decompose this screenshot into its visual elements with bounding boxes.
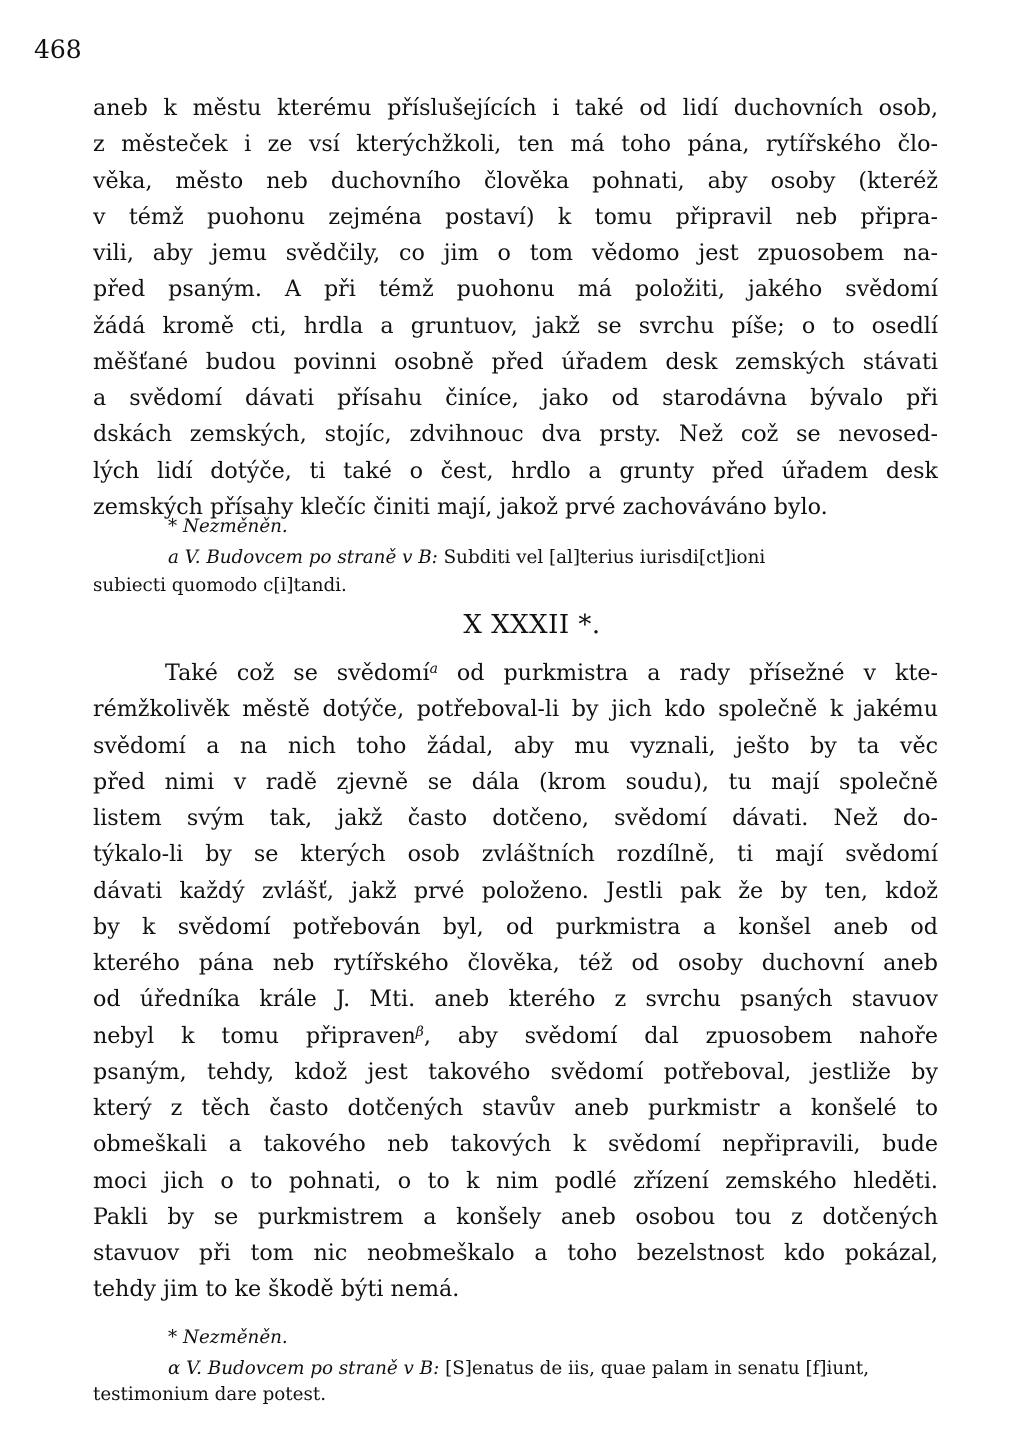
paragraph-2 [93, 655, 938, 1308]
text-line: který z těch často dotčených stavův aneb purkmistr a konšelé to [93, 1095, 938, 1121]
page-number: 468 [34, 35, 82, 64]
paragraph-1 [93, 90, 938, 525]
footnote-alpha-2 [168, 1356, 1013, 1382]
text-line: lých lidí dotýče, ti také o čest, hrdlo a grunty před úřadem desk [93, 457, 938, 484]
text-line: rémžkolivěk městě dotýče, potřeboval-li by jich kdo společně k jakému [93, 696, 938, 723]
text-line: by k svědomí potřebován byl, od purkmistra a konšel aneb od [93, 913, 938, 940]
footnote-a-1-continuation: subiecti quomodo c[i]tandi. [93, 575, 347, 596]
text-line: svědomí a na nich toho žádal, aby mu vyznali, ješto by ta věc [93, 732, 938, 759]
text-line: aneb k městu kterému příslušejících i také od lidí duchovních osob, [93, 95, 938, 121]
footnote-a-1 [168, 545, 1013, 571]
text-line: Také což se svědomí$^a$ od purkmistra a rady přísežné v kte- [165, 660, 938, 686]
text-line: listem svým tak, jakž často dotčeno, svědomí dávati. Než do- [93, 805, 938, 831]
text-line: měšťané budou povinni osobně před úřadem desk zemských stávati [93, 348, 938, 375]
text-line: nebyl k tomu připraven$^\beta$, aby svědomí dal zpuosobem nahoře [93, 1022, 938, 1049]
text-line: před nimi v radě zjevně se dála (krom soudu), tu mají společně [93, 768, 938, 795]
text-line: před psaným. A při témž puohonu má položiti, jakého svědomí [93, 276, 938, 303]
footnote-mark: α [168, 1358, 181, 1379]
footnote-text: Subditi vel [al]terius iurisdi[ct]ioni [443, 547, 766, 568]
text-line: věka, město neb duchovního člověka pohnati, aby osoby (kteréž [93, 167, 938, 194]
text-line: stavuov při tom nic neobmeškalo a toho bezelstnost kdo pokázal, [93, 1240, 938, 1266]
footnote-source: V. Budovcem po straně v B: [186, 1358, 440, 1379]
text-line: Pakli by se purkmistrem a konšely aneb osobou tou z dotčených [93, 1203, 938, 1230]
footnote-ref-a: a [429, 661, 438, 677]
text-line: kterého pána neb rytířského člověka, též od osoby duchovní aneb [93, 950, 938, 976]
text-line: a svědomí dávati přísahu činíce, jako od starodávna bývalo při [93, 385, 938, 411]
footnote-mark: a [168, 547, 179, 568]
text-line: psaným, tehdy, kdož jest takového svědomí potřeboval, jestliže by [93, 1058, 938, 1085]
section-heading: X XXXII *. [463, 610, 601, 640]
text-line: v témž puohonu zejména postaví) k tomu připravil neb připra- [93, 203, 938, 230]
text-line: dávati každý zvlášť, jakž prvé položeno. Jestli pak že by ten, kdož [93, 877, 938, 904]
footnote-alpha-2-continuation: testimonium dare potest. [93, 1384, 327, 1405]
text-line: dskách zemských, stojíc, zdvihnouc dva prsty. Než což se nevosed- [93, 421, 938, 448]
text-line: žádá kromě cti, hrdla a gruntuov, jakž se svrchu píše; o to osedlí [93, 312, 938, 339]
text-line: vili, aby jemu svědčily, co jim o tom vědomo jest zpuosobem na- [93, 240, 938, 266]
text-line: z městeček i ze vsí kterýchžkoli, ten má toho pána, rytířského člo- [93, 131, 938, 158]
footnote-text: [S]enatus de iis, quae palam in senatu [f]iunt, [445, 1358, 870, 1379]
footnote-ref-beta: β [415, 1023, 424, 1040]
text-line: od úředníka krále J. Mti. aneb kterého z svrchu psaných stavuov [93, 986, 938, 1013]
footnote-star-1: * Nezměněn. [168, 516, 288, 537]
text-line: týkalo-li by se kterých osob zvláštních rozdílně, ti mají svědomí [93, 841, 938, 868]
text-line: zemských přísahy klečíc činiti mají, jakož prvé zachováváno bylo. [93, 493, 828, 520]
text-line: tehdy jim to ke škodě býti nemá. [93, 1276, 460, 1303]
text-line: obmeškali a takového neb takových k svědomí nepřipravili, bude [93, 1131, 938, 1158]
text-line: moci jich o to pohnati, o to k nim podlé zřízení zemského hleděti. [93, 1167, 938, 1194]
footnote-source: V. Budovcem po straně v B: [184, 547, 438, 568]
footnote-star-2: * Nezměněn. [168, 1327, 288, 1348]
